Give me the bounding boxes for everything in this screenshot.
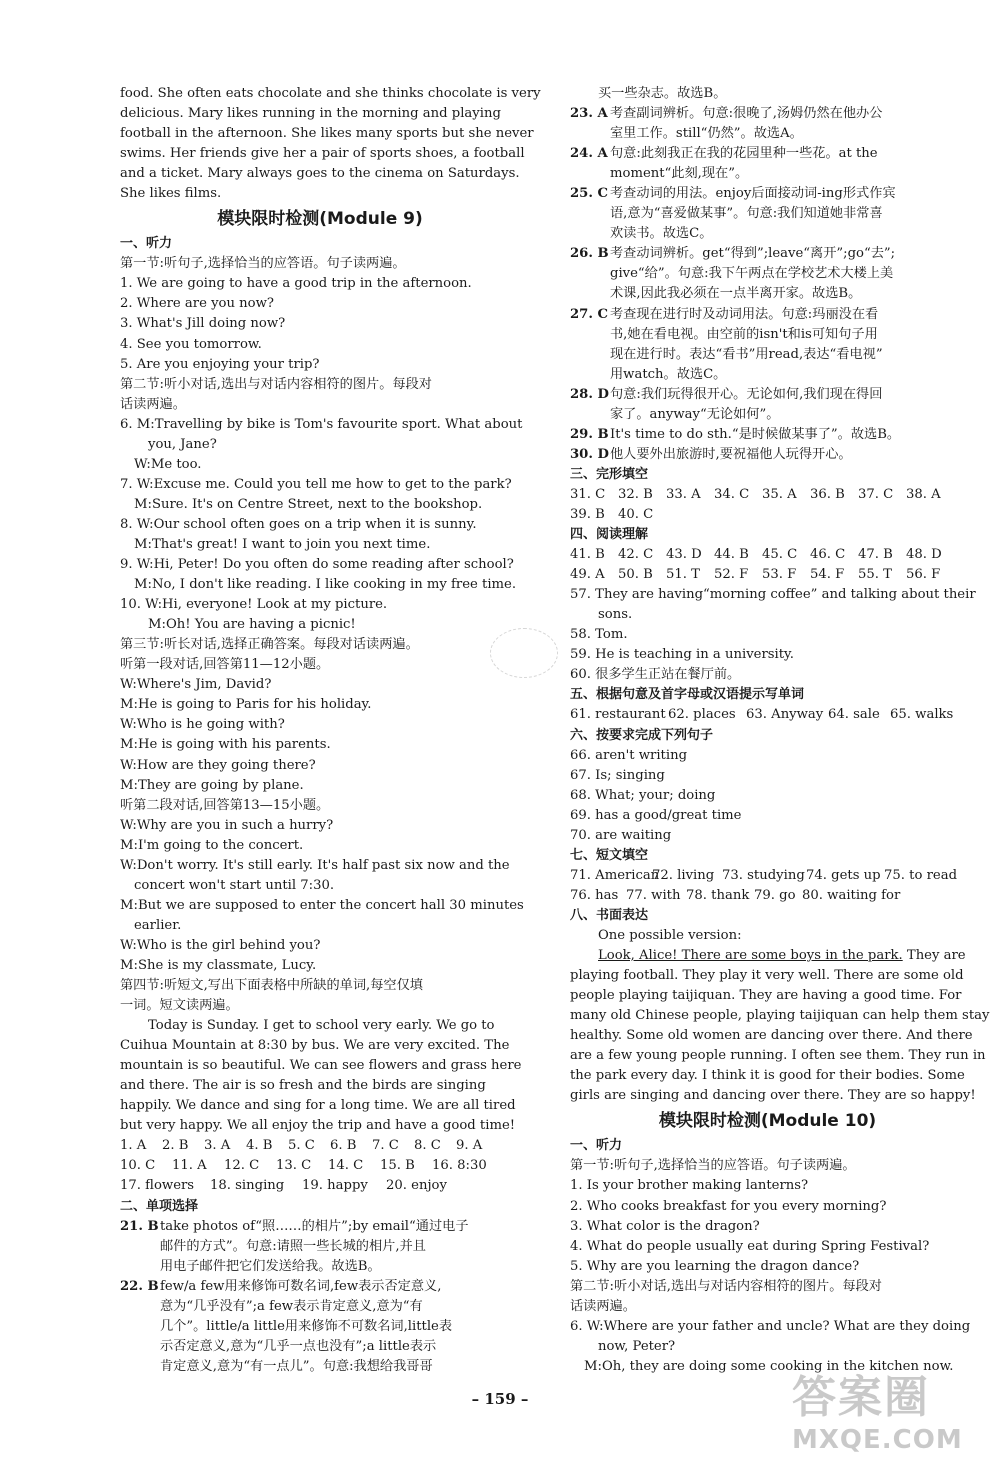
explanation-line: 句意:此刻我正在我的花园里种一些花。at the: [610, 146, 878, 162]
m10-section-listening: 一、听力: [570, 1138, 623, 1154]
reading-answer: 58. Tom.: [570, 627, 628, 643]
essay-intro: One possible version:: [598, 927, 742, 943]
m10-dialog-line: now, Peter?: [598, 1338, 676, 1354]
sentence-answer: 68. What; your; doing: [570, 787, 716, 803]
answer-item: 42. C: [618, 547, 654, 563]
intro-line: food. She often eats chocolate and she thinks chocolate is very: [120, 86, 541, 101]
answer-item: 19. happy: [302, 1178, 368, 1194]
dialog-line: M:He is going to Paris for his holiday.: [120, 697, 372, 713]
explanation-line: 书,她在看电视。由空前的isn't和is可知句子用: [610, 326, 878, 342]
part1-item: 2. Where are you now?: [120, 296, 274, 312]
answer-item: 45. C: [762, 547, 798, 563]
answer-item: 79. go: [754, 887, 796, 903]
watermark-url: MXQE.COM: [792, 1425, 963, 1455]
sentence-answer: 70. are waiting: [570, 827, 672, 843]
answer-number: 21. B: [120, 1218, 159, 1234]
answer-item: 11. A: [172, 1158, 207, 1174]
answer-item: 50. B: [618, 567, 653, 583]
dialog-line: W:Who is the girl behind you?: [120, 937, 321, 953]
words-row: [570, 705, 965, 725]
m10-part2-title: 第二节:听小对话,选出与对话内容相符的图片。每段对: [570, 1278, 882, 1294]
dialog-line: W:Me too.: [134, 456, 202, 472]
part3-title: 第三节:听长对话,选择正确答案。每段对话读两遍。: [120, 637, 419, 653]
part3-sub: 听第一段对话,回答第11—12小题。: [120, 657, 330, 673]
answer-22: [120, 1277, 520, 1377]
explanation-line: 买一些杂志。故选B。: [598, 86, 727, 101]
answer-24: [570, 144, 965, 184]
answer-28: [570, 385, 965, 425]
answer-item: 12. C: [224, 1158, 260, 1174]
dialog-line: M:Oh! You are having a picnic!: [148, 617, 356, 633]
answer-item: 37. C: [858, 486, 894, 502]
answer-item: 14. C: [328, 1158, 364, 1174]
answer-item: 71. American: [570, 867, 660, 883]
answer-item: 62. places: [668, 707, 736, 723]
reading-answer: 57. They are having“morning coffee” and talking about their: [570, 587, 976, 603]
module9-title: 模块限时检测(Module 9): [217, 209, 423, 230]
passage-line: Cuihua Mountain at 8:30 by bus. We are very excited. The: [120, 1038, 510, 1054]
intro-line: swims. Her friends give her a pair of sports shoes, a football: [120, 146, 525, 162]
dialog-line: W:Don't worry. It's still early. It's half past six now and the: [120, 857, 510, 873]
dialog-line: W:Where's Jim, David?: [120, 677, 272, 693]
m10-part1-title: 第一节:听句子,选择恰当的应答语。句子读两遍。: [570, 1158, 856, 1174]
site-watermark: [792, 1361, 972, 1453]
answer-number: 29. B: [570, 426, 609, 442]
explanation-line: 术课,因此我必须在一点半离开家。故选B。: [610, 286, 862, 302]
answer-item: 13. C: [276, 1158, 312, 1174]
explanation-line: 示否定意义,意为“几乎一点也没有”;a little表示: [160, 1338, 437, 1354]
sentence-answer: 66. aren't writing: [570, 747, 688, 763]
dialog-line: 7. W:Excuse me. Could you tell me how to get to the park?: [120, 476, 512, 492]
answer-number: 24. A: [570, 146, 608, 162]
answer-number: 27. C: [570, 306, 609, 322]
faded-stamp: [490, 628, 558, 678]
answer-item: 20. enjoy: [386, 1178, 447, 1194]
part1-title: 第一节:听句子,选择恰当的应答语。句子读两遍。: [120, 256, 406, 272]
answer-item: 43. D: [666, 547, 702, 563]
explanation-line: 考查副词辨析。句意:很晚了,汤姆仍然在他办公: [610, 106, 883, 122]
explanation-line: 意为“几乎没有”;a few表示肯定意义,意为“有: [160, 1298, 423, 1314]
reading-answer: sons.: [598, 607, 633, 623]
part2-title: 第二节:听小对话,选出与对话内容相符的图片。每段对: [120, 376, 432, 392]
explanation-line: 他人要外出旅游时,要祝福他人玩得开心。: [610, 446, 852, 462]
answer-item: 77. with: [626, 887, 681, 903]
answer-item: 48. D: [906, 547, 942, 563]
dialog-line: M:But we are supposed to enter the concert hall 30 minutes: [120, 897, 524, 913]
explanation-line: 几个”。little/a little用来修饰不可数名词,little表: [160, 1318, 453, 1334]
dialog-line: W:Why are you in such a hurry?: [120, 817, 334, 833]
essay-line: healthy. Some old women are dancing over there. And there: [570, 1028, 973, 1044]
answer-number: 22. B: [120, 1278, 159, 1294]
blanks-row: [570, 866, 965, 886]
part4-title: 第四节:听短文,写出下面表格中所缺的单词,每空仅填: [120, 978, 423, 994]
answer-item: 44. B: [714, 547, 749, 563]
dialog-line: M:They are going by plane.: [120, 777, 304, 793]
answer-item: 10. C: [120, 1158, 156, 1174]
essay-line: playing football. They play it very well. There are some old: [570, 968, 964, 984]
answer-26: [570, 244, 965, 304]
answer-item: 39. B: [570, 506, 605, 522]
reading-row: [570, 545, 965, 565]
answer-number: 26. B: [570, 246, 609, 262]
essay-opening-rest: They are: [902, 948, 966, 964]
answer-item: 80. waiting for: [802, 887, 901, 903]
essay-line: people playing taijiquan. They are having a good time. For: [570, 988, 962, 1004]
answer-item: 35. A: [762, 486, 797, 502]
explanation-line: 考查动词的用法。enjoy后面接动词-ing形式作宾: [610, 186, 896, 202]
essay-line: the park every day. I think it is good for their bodies. Some: [570, 1068, 965, 1084]
explanation-line: 考查现在进行时及动词用法。句意:玛丽没在看: [610, 306, 879, 322]
m10-part1-item: 3. What color is the dragon?: [570, 1218, 760, 1234]
left-column: [120, 84, 541, 1377]
explanation-line: 语,意为“喜爱做某事”。句意:我们知道她非常喜: [610, 206, 883, 222]
explanation-line: 邮件的方式”。句意:请照一些长城的相片,并且: [160, 1238, 426, 1254]
explanation-line: 句意:我们玩得很开心。无论如何,我们现在得回: [610, 386, 883, 402]
answer-item: 76. has: [570, 887, 619, 903]
dialog-line: W:Who is he going with?: [120, 717, 285, 733]
section-single-choice: 二、单项选择: [120, 1198, 199, 1214]
explanation-line: 欢读书。故选C。: [610, 226, 713, 242]
cloze-row: [570, 485, 965, 505]
answer-number: 28. D: [570, 386, 609, 402]
answer-29: [570, 425, 965, 445]
dialog-line: M:Sure. It's on Centre Street, next to the bookshop.: [134, 496, 483, 512]
watermark-logo-text: 答案圈: [792, 1372, 930, 1423]
answer-item: 41. B: [570, 547, 605, 563]
part3-sub: 听第二段对话,回答第13—15小题。: [120, 797, 330, 813]
answer-item: 72. living: [652, 867, 715, 883]
answer-item: 54. F: [810, 567, 845, 583]
answer-item: 9. A: [456, 1138, 483, 1154]
explanation-line: few/a few用来修饰可数名词,few表示否定意义,: [160, 1278, 442, 1294]
answer-item: 64. sale: [828, 707, 880, 723]
intro-line: and a ticket. Mary always goes to the cinema on Saturdays.: [120, 166, 520, 182]
answer-item: 73. studying: [722, 867, 805, 883]
page-number: – 159 –: [471, 1390, 529, 1408]
dialog-line: 6. M:Travelling by bike is Tom's favourite sport. What about: [120, 416, 523, 432]
passage-line: mountain is so beautiful. We can see flowers and grass here: [120, 1058, 522, 1074]
essay-line: girls are singing and dancing over there. They are so happy!: [570, 1088, 976, 1104]
dialog-line: 10. W:Hi, everyone! Look at my picture.: [120, 597, 388, 613]
right-column: [570, 84, 990, 1377]
dialog-line: 8. W:Our school often goes on a trip when it is sunny.: [120, 516, 477, 532]
reading-answer: 59. He is teaching in a university.: [570, 647, 794, 663]
answer-number: 23. A: [570, 106, 608, 122]
m10-dialog-line: 6. W:Where are your father and uncle? What are they doing: [570, 1318, 971, 1334]
answer-item: 53. F: [762, 567, 797, 583]
answer-item: 31. C: [570, 486, 606, 502]
intro-line: delicious. Mary likes running in the morning and playing: [120, 106, 501, 122]
answer-item: 38. A: [906, 486, 941, 502]
section-cloze: 三、完形填空: [570, 466, 649, 482]
answer-item: 46. C: [810, 547, 846, 563]
dialog-line: M:I'm going to the concert.: [120, 837, 304, 853]
answers-row: [120, 1136, 520, 1156]
explanation-line: give“给”。句意:我下午两点在学校艺术大楼上美: [610, 266, 894, 282]
answer-item: 15. B: [380, 1158, 415, 1174]
answer-item: 5. C: [288, 1138, 315, 1154]
part2-title-cont: 话读两遍。: [120, 396, 186, 412]
explanation-line: 考查动词辨析。get“得到”;leave“离开”;go“去”;: [610, 246, 896, 262]
essay-line: are a few young people running. I often see them. They run in: [570, 1048, 986, 1064]
answer-item: 8. C: [414, 1138, 441, 1154]
reading-answer: 60. 很多学生正站在餐厅前。: [570, 667, 741, 683]
answer-item: 47. B: [858, 547, 893, 563]
dialog-line: you, Jane?: [148, 436, 217, 452]
answer-21: [120, 1217, 520, 1277]
passage-line: Today is Sunday. I get to school very early. We go to: [148, 1018, 495, 1034]
explanation-line: 现在进行时。表达“看书”用read,表达“看电视”: [610, 346, 883, 362]
answer-item: 56. F: [906, 567, 941, 583]
m10-dialog-line: M:Oh, they are doing some cooking in the kitchen now.: [584, 1358, 954, 1374]
answer-item: 34. C: [714, 486, 750, 502]
answer-30: [570, 445, 965, 465]
dialog-line: concert won't start until 7:30.: [134, 877, 335, 893]
answers-row: [120, 1156, 520, 1176]
answer-item: 4. B: [246, 1138, 273, 1154]
explanation-line: 家了。anyway“无论如何”。: [610, 406, 780, 422]
passage-line: but very happy. We all enjoy the trip and have a good time!: [120, 1118, 516, 1134]
m10-part1-item: 2. Who cooks breakfast for you every morning?: [570, 1198, 887, 1214]
essay-opening: Look, Alice! There are some boys in the park.: [598, 948, 903, 964]
cloze-row: [570, 505, 965, 525]
intro-line: football in the afternoon. She likes many sports but she never: [120, 126, 534, 142]
section-passage-fill: 七、短文填空: [570, 847, 649, 863]
answer-item: 33. A: [666, 486, 701, 502]
m10-part2-title-cont: 话读两遍。: [570, 1298, 636, 1314]
answer-item: 61. restaurant: [570, 707, 666, 723]
answer-item: 6. B: [330, 1138, 357, 1154]
answer-item: 65. walks: [890, 707, 954, 723]
m10-part1-item: 5. Why are you learning the dragon dance?: [570, 1258, 860, 1274]
answer-item: 17. flowers: [120, 1178, 195, 1194]
m10-part1-item: 4. What do people usually eat during Spring Festival?: [570, 1238, 930, 1254]
answer-item: 7. C: [372, 1138, 399, 1154]
part4-title-cont: 一词。短文读两遍。: [120, 998, 239, 1014]
answer-25: [570, 184, 965, 244]
explanation-line: 室里工作。still“仍然”。故选A。: [610, 126, 803, 142]
dialog-line: M:He is going with his parents.: [120, 737, 331, 753]
passage-line: happily. We dance and sing for a long time. We are all tired: [120, 1098, 516, 1114]
answer-item: 75. to read: [884, 867, 958, 883]
answer-23: [570, 104, 965, 144]
part1-item: 4. See you tomorrow.: [120, 336, 262, 352]
dialog-line: M:That's great! I want to join you next time.: [134, 536, 431, 552]
section-writing: 八、书面表达: [570, 907, 649, 923]
section-listening: 一、听力: [120, 236, 173, 252]
part1-item: 3. What's Jill doing now?: [120, 316, 286, 332]
dialog-line: W:How are they going there?: [120, 757, 316, 773]
answer-item: 40. C: [618, 506, 654, 522]
section-sentence-completion: 六、按要求完成下列句子: [570, 727, 714, 743]
explanation-line: 用电子邮件把它们发送给我。故选B。: [160, 1258, 381, 1274]
answer-item: 16. 8:30: [432, 1158, 487, 1174]
essay-line: many old Chinese people, playing taijiquan can help them stay: [570, 1008, 990, 1024]
answer-item: 52. F: [714, 567, 749, 583]
dialog-line: M:She is my classmate, Lucy.: [120, 957, 317, 973]
answer-item: 18. singing: [210, 1178, 285, 1194]
answer-item: 36. B: [810, 486, 845, 502]
sentence-answer: 67. Is; singing: [570, 767, 665, 783]
answer-item: 55. T: [858, 567, 892, 583]
dialog-line: M:No, I don't like reading. I like cooking in my free time.: [134, 577, 517, 593]
module10-title: 模块限时检测(Module 10): [658, 1111, 877, 1132]
explanation-line: moment“此刻,现在”。: [610, 166, 749, 182]
answer-item: 63. Anyway: [746, 707, 824, 723]
answer-item: 78. thank: [686, 887, 750, 903]
passage-line: and there. The air is so fresh and the birds are singing: [120, 1078, 486, 1094]
explanation-line: 用watch。故选C。: [610, 366, 727, 382]
answer-item: 2. B: [162, 1138, 189, 1154]
answer-item: 3. A: [204, 1138, 231, 1154]
answer-27: [570, 305, 965, 385]
answer-item: 74. gets up: [806, 867, 881, 883]
dialog-line: 9. W:Hi, Peter! Do you often do some reading after school?: [120, 557, 514, 573]
intro-line: She likes films.: [120, 186, 222, 202]
dialog-line: earlier.: [134, 917, 182, 933]
part1-item: 1. We are going to have a good trip in the afternoon.: [120, 276, 472, 292]
explanation-line: take photos of“照……的相片”;by email“通过电子: [160, 1218, 469, 1234]
answer-item: 1. A: [120, 1138, 147, 1154]
essay-line: [570, 946, 965, 966]
sentence-answer: 69. has a good/great time: [570, 807, 742, 823]
answers-row: [120, 1176, 520, 1196]
blanks-row: [570, 886, 965, 906]
m10-part1-item: 1. Is your brother making lanterns?: [570, 1178, 809, 1194]
reading-row: [570, 565, 965, 585]
section-word-completion: 五、根据句意及首字母或汉语提示写单词: [570, 687, 805, 703]
answer-item: 49. A: [570, 567, 605, 583]
answer-item: 51. T: [666, 567, 700, 583]
answer-number: 30. D: [570, 446, 609, 462]
explanation-line: 肯定意义,意为“有一点儿”。句意:我想给我哥哥: [160, 1358, 433, 1374]
answer-number: 25. C: [570, 186, 609, 202]
section-reading: 四、阅读理解: [570, 527, 649, 543]
explanation-line: It's time to do sth.“是时候做某事了”。故选B。: [610, 426, 901, 442]
part1-item: 5. Are you enjoying your trip?: [120, 356, 320, 372]
answer-item: 32. B: [618, 486, 653, 502]
